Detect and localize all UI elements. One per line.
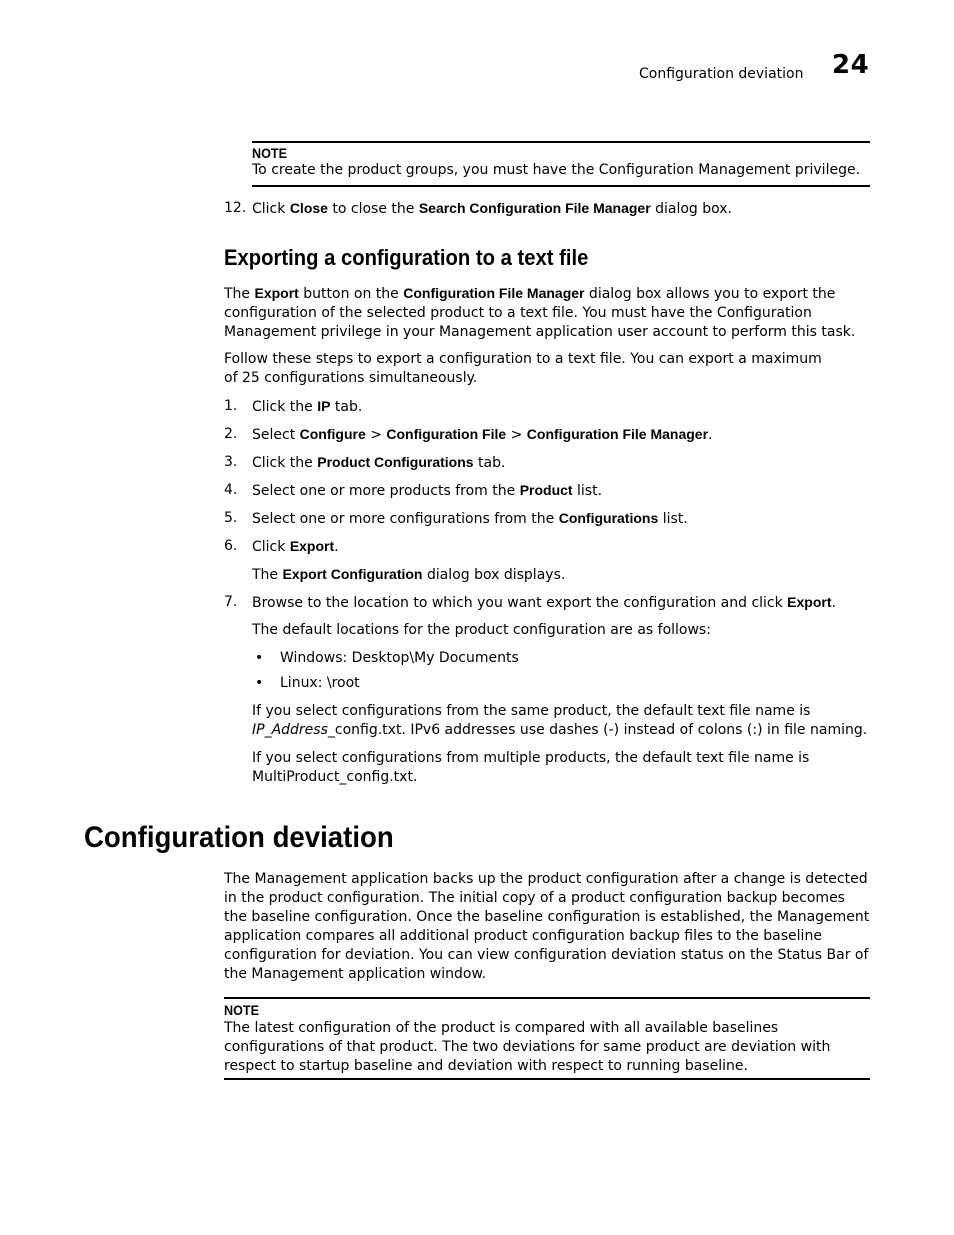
same-product-line-2: IP_Address_config.txt. IPv6 addresses use dashes (-) instead of colons (:) in file naming. (252, 722, 868, 738)
note-label: NOTE (224, 1002, 260, 1018)
step-number: 7. (224, 594, 238, 610)
step-number: 1. (224, 398, 238, 414)
step-12-text: Click Close to close the Search Configuration File Manager dialog box. (252, 200, 733, 217)
note-top-rule (224, 997, 870, 999)
step-5-text: Select one or more configurations from the Configurations list. (252, 510, 688, 527)
note-top-rule (252, 141, 870, 143)
section-heading-deviation: Configuration deviation (84, 821, 394, 854)
step-number: 4. (224, 482, 238, 498)
bullet-item: Windows: Desktop\My Documents (280, 650, 519, 666)
section-heading-export: Exporting a configuration to a text file (224, 245, 589, 270)
bullet-icon: • (255, 675, 264, 691)
step-7-text: Browse to the location to which you want export the configuration and click Export. (252, 594, 836, 611)
step-number: 3. (224, 454, 238, 470)
export-follow-paragraph: Follow these steps to export a configuration to a text file. You can export a maximum of 25 configurations simultaneously. (224, 351, 822, 386)
step-3-text: Click the Product Configurations tab. (252, 454, 506, 471)
step-number: 6. (224, 538, 238, 554)
note-bottom-rule (252, 185, 870, 187)
step-7-detail: The default locations for the product configuration are as follows: (252, 622, 711, 638)
same-product-line-1: If you select configurations from the same product, the default text file name is (252, 703, 811, 719)
export-intro-paragraph: The Export button on the Configuration File Manager dialog box allows you to export the configuration of the selected product to a text file. You must have the Configuration Management privilege in your Management application user account to perform this task. (224, 285, 856, 340)
step-number: 5. (224, 510, 238, 526)
note-text: To create the product groups, you must have the Configuration Management privilege. (252, 162, 861, 178)
bullet-icon: • (255, 650, 264, 666)
chapter-number: 24 (832, 50, 870, 80)
step-number: 2. (224, 426, 238, 442)
note-text: The latest configuration of the product is compared with all available baselines configurations of that product. The two deviations for same product are deviation with respect to startup baseline and deviation with respect to running baseline. (224, 1020, 831, 1074)
note-bottom-rule (224, 1078, 870, 1080)
bullet-item: Linux: \root (280, 675, 360, 691)
step-4-text: Select one or more products from the Product list. (252, 482, 603, 499)
step-6-result: The Export Configuration dialog box displays. (252, 566, 566, 583)
deviation-paragraph: The Management application backs up the product configuration after a change is detected in the product configuration. The initial copy of a product configuration backup becomes the baseline configuration. Once the baseline configuration is established, the Management application compares all additional product configuration backup files to the baseline configuration for deviation. You can view configuration deviation status on the Status Bar of the Management application window. (224, 871, 870, 982)
running-header-title: Configuration deviation (639, 66, 804, 82)
step-6-text: Click Export. (252, 538, 339, 555)
step-2-text: Select Configure > Configuration File > Configuration File Manager. (252, 426, 713, 443)
multi-product-paragraph: If you select configurations from multiple products, the default text file name is MultiProduct_config.txt. (252, 750, 810, 785)
step-1-text: Click the IP tab. (252, 398, 363, 415)
step-number: 12. (224, 200, 247, 216)
note-label: NOTE (252, 145, 288, 161)
